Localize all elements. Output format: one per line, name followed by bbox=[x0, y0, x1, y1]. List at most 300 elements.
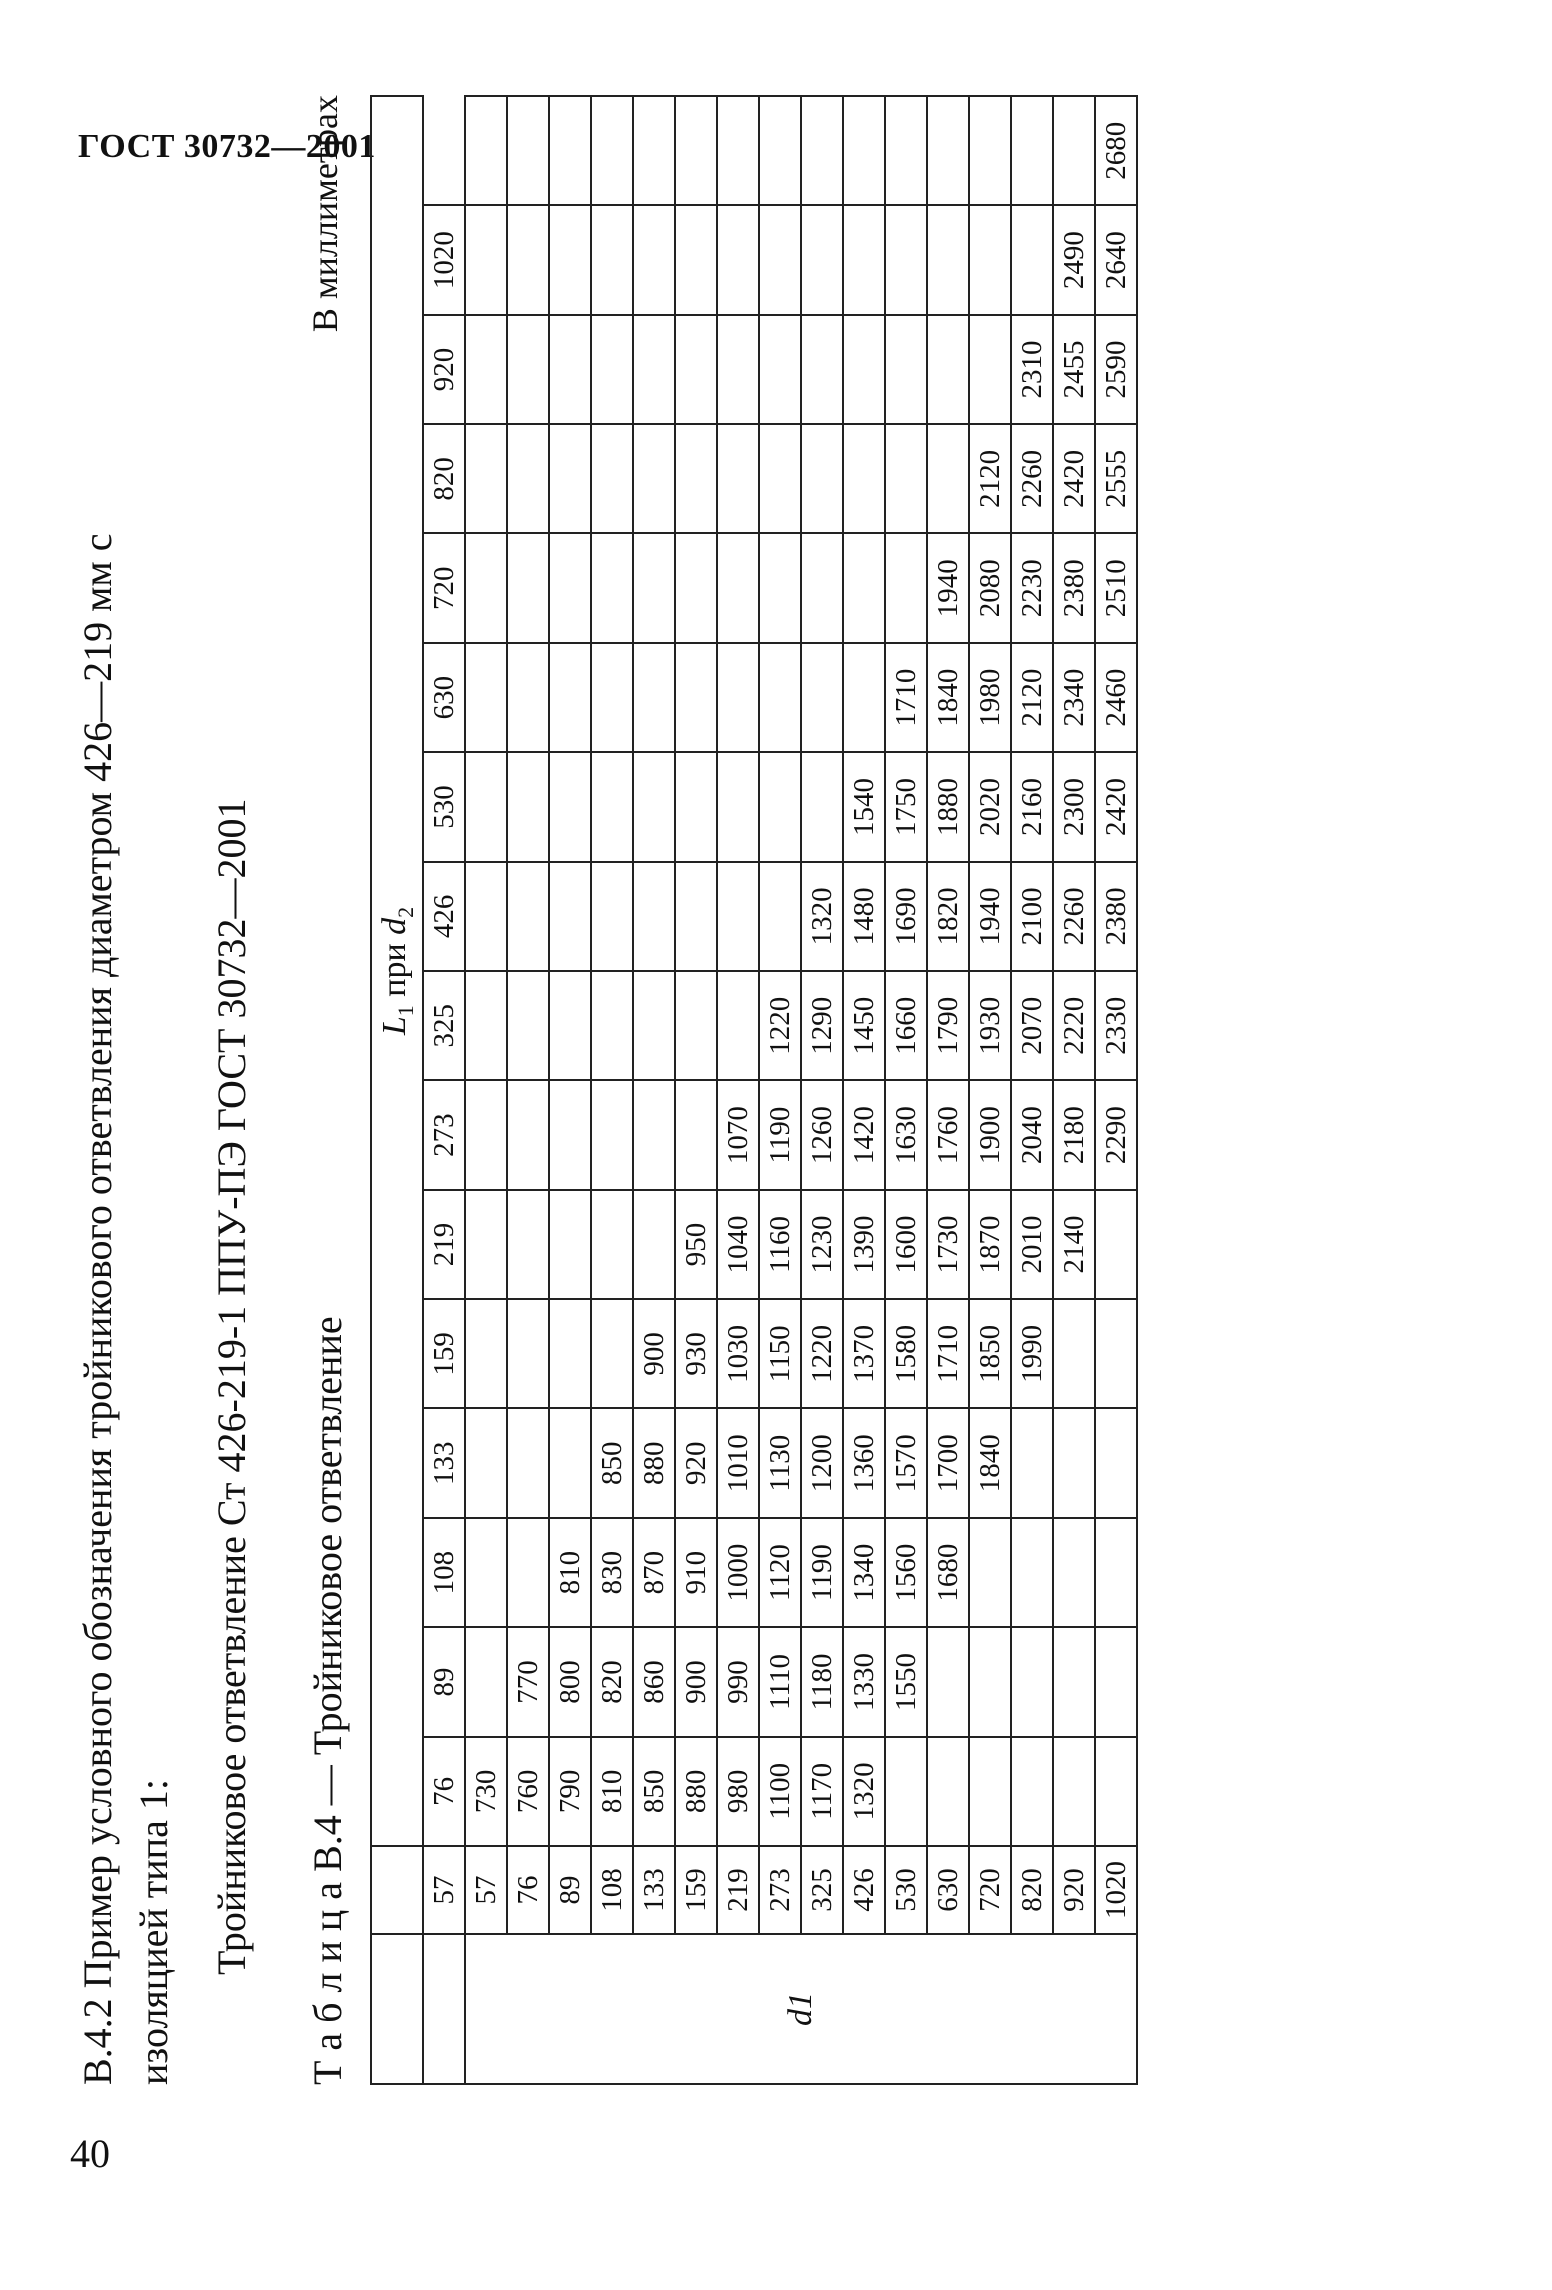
table-cell: 1370 bbox=[843, 1299, 885, 1408]
table-cell bbox=[717, 971, 759, 1080]
table-cell bbox=[591, 534, 633, 643]
table-cell bbox=[885, 315, 927, 424]
table-cell: 2040 bbox=[1011, 1080, 1053, 1189]
table-row bbox=[591, 96, 633, 2084]
table-cell bbox=[507, 862, 549, 971]
table-cell: 2100 bbox=[1011, 862, 1053, 971]
table-cell bbox=[465, 971, 507, 1080]
table-cell: 1340 bbox=[843, 1518, 885, 1627]
table-cell bbox=[465, 1627, 507, 1736]
table-cell bbox=[549, 1299, 591, 1408]
table-cell bbox=[507, 534, 549, 643]
table-cell bbox=[885, 534, 927, 643]
table-cell bbox=[507, 205, 549, 314]
table-cell: 1930 bbox=[969, 971, 1011, 1080]
table-cell: 950 bbox=[675, 1190, 717, 1299]
table-cell bbox=[1011, 205, 1053, 314]
table-cell bbox=[717, 534, 759, 643]
table-cell bbox=[507, 315, 549, 424]
table-cell: 1850 bbox=[969, 1299, 1011, 1408]
table-cell: 1990 bbox=[1011, 1299, 1053, 1408]
table-cell bbox=[549, 1190, 591, 1299]
table-row bbox=[507, 96, 549, 2084]
table-cell bbox=[507, 1080, 549, 1189]
table-cell bbox=[675, 971, 717, 1080]
column-header-d2: 820 bbox=[423, 424, 465, 533]
l1-symbol: L bbox=[375, 1016, 413, 1036]
table-cell bbox=[927, 205, 969, 314]
table-cell: 1170 bbox=[801, 1737, 843, 1846]
table-cell: 1330 bbox=[843, 1627, 885, 1736]
table-cell bbox=[1053, 1627, 1095, 1736]
table-cell: 850 bbox=[633, 1737, 675, 1846]
column-header-d2: 108 bbox=[423, 1518, 465, 1627]
table-cell bbox=[969, 315, 1011, 424]
row-header-d1: 1020 bbox=[1095, 1846, 1137, 1934]
table-cell bbox=[759, 862, 801, 971]
table-cell: 1160 bbox=[759, 1190, 801, 1299]
page-number: 40 bbox=[70, 2131, 110, 2176]
table-cell: 1840 bbox=[969, 1409, 1011, 1518]
table-cell bbox=[1095, 1190, 1137, 1299]
column-header-d2: 76 bbox=[423, 1737, 465, 1846]
table-cell bbox=[1011, 1518, 1053, 1627]
table-cell bbox=[759, 315, 801, 424]
table-cell bbox=[633, 1190, 675, 1299]
table-cell: 930 bbox=[675, 1299, 717, 1408]
table-cell: 2020 bbox=[969, 752, 1011, 861]
table-cell: 2680 bbox=[1095, 96, 1137, 205]
table-cell: 810 bbox=[591, 1737, 633, 1846]
table-cell bbox=[927, 1627, 969, 1736]
table-cell: 1710 bbox=[927, 1299, 969, 1408]
table-cell bbox=[675, 643, 717, 752]
table-cell bbox=[759, 96, 801, 205]
table-cell bbox=[675, 752, 717, 861]
table-cell: 2010 bbox=[1011, 1190, 1053, 1299]
table-cell bbox=[969, 1627, 1011, 1736]
table-row bbox=[717, 96, 759, 2084]
table-cell: 1540 bbox=[843, 752, 885, 861]
table-cell: 2330 bbox=[1095, 971, 1137, 1080]
table-cell bbox=[633, 96, 675, 205]
table-cell: 1030 bbox=[717, 1299, 759, 1408]
table-row bbox=[549, 96, 591, 2084]
table-cell bbox=[591, 862, 633, 971]
example-paragraph-line2: изоляцией типа 1: bbox=[131, 1779, 176, 2085]
table-cell bbox=[465, 752, 507, 861]
table-cell bbox=[507, 424, 549, 533]
table-cell: 2080 bbox=[969, 534, 1011, 643]
table-row bbox=[759, 96, 801, 2084]
table-cell bbox=[1095, 1627, 1137, 1736]
table-cell bbox=[507, 1518, 549, 1627]
table-cell bbox=[885, 424, 927, 533]
table-cell: 830 bbox=[591, 1518, 633, 1627]
table-cell bbox=[465, 534, 507, 643]
table-cell bbox=[633, 205, 675, 314]
table-cell: 900 bbox=[633, 1299, 675, 1408]
table-cell: 1710 bbox=[885, 643, 927, 752]
table-cell bbox=[591, 1080, 633, 1189]
table-row bbox=[1053, 96, 1095, 2084]
table-cell bbox=[633, 1080, 675, 1189]
table-cell bbox=[717, 205, 759, 314]
table-cell bbox=[1095, 1518, 1137, 1627]
table-cell: 870 bbox=[633, 1518, 675, 1627]
table-cell bbox=[1011, 1737, 1053, 1846]
table-cell bbox=[927, 1737, 969, 1846]
table-cell bbox=[591, 643, 633, 752]
table-cell bbox=[465, 96, 507, 205]
table-cell bbox=[507, 1299, 549, 1408]
table-cell bbox=[1011, 1627, 1053, 1736]
table-cell: 2160 bbox=[1011, 752, 1053, 861]
table-cell bbox=[1011, 1409, 1053, 1518]
table-caption: Т а б л и ц а В.4 — Тройниковое ответвление bbox=[305, 1316, 350, 2085]
table-cell: 1760 bbox=[927, 1080, 969, 1189]
table-cell: 1190 bbox=[801, 1518, 843, 1627]
column-header-d2: 920 bbox=[423, 315, 465, 424]
table-cell: 2455 bbox=[1053, 315, 1095, 424]
table-cell: 1790 bbox=[927, 971, 969, 1080]
table-cell bbox=[969, 1737, 1011, 1846]
table-cell bbox=[1053, 1737, 1095, 1846]
table-cell bbox=[843, 424, 885, 533]
table-cell bbox=[801, 205, 843, 314]
table-row bbox=[465, 96, 507, 2084]
table-cell: 1600 bbox=[885, 1190, 927, 1299]
table-cell bbox=[465, 1299, 507, 1408]
table-cell: 880 bbox=[633, 1409, 675, 1518]
table-cell: 1840 bbox=[927, 643, 969, 752]
table-cell: 1120 bbox=[759, 1518, 801, 1627]
table-cell: 1420 bbox=[843, 1080, 885, 1189]
table-cell bbox=[465, 424, 507, 533]
table-cell bbox=[465, 315, 507, 424]
table-cell bbox=[549, 315, 591, 424]
row-header-d1: 920 bbox=[1053, 1846, 1095, 1934]
table-cell: 730 bbox=[465, 1737, 507, 1846]
table-cell bbox=[717, 96, 759, 205]
table-cell bbox=[969, 1518, 1011, 1627]
table-cell bbox=[465, 1409, 507, 1518]
table-cell: 2070 bbox=[1011, 971, 1053, 1080]
table-cell: 2120 bbox=[969, 424, 1011, 533]
table-cell bbox=[465, 1518, 507, 1627]
table-cell bbox=[507, 1409, 549, 1518]
table-cell bbox=[1053, 1299, 1095, 1408]
table-cell bbox=[591, 96, 633, 205]
page-header-standard: ГОСТ 30732—2001 bbox=[78, 128, 376, 165]
table-cell: 790 bbox=[549, 1737, 591, 1846]
table-cell bbox=[927, 96, 969, 205]
table-cell: 1290 bbox=[801, 971, 843, 1080]
table-row bbox=[1011, 96, 1053, 2084]
row-header-spacer bbox=[371, 1846, 423, 1934]
table-row bbox=[885, 96, 927, 2084]
table-cell bbox=[675, 96, 717, 205]
table-cell: 900 bbox=[675, 1627, 717, 1736]
table-cell: 1360 bbox=[843, 1409, 885, 1518]
example-designation: Тройниковое ответвление Ст 426-219-1 ППУ-ПЭ ГОСТ 30732—2001 bbox=[209, 798, 254, 1975]
column-header-d2: 325 bbox=[423, 971, 465, 1080]
table-cell bbox=[717, 643, 759, 752]
table-cell: 2340 bbox=[1053, 643, 1095, 752]
table-cell bbox=[969, 96, 1011, 205]
table-cell: 2510 bbox=[1095, 534, 1137, 643]
table-cell: 2460 bbox=[1095, 643, 1137, 752]
table-cell bbox=[549, 96, 591, 205]
table-cell bbox=[633, 643, 675, 752]
table-cell bbox=[1095, 1409, 1137, 1518]
table-cell bbox=[465, 205, 507, 314]
column-header-d2: 426 bbox=[423, 862, 465, 971]
table-cell bbox=[549, 862, 591, 971]
table-cell bbox=[843, 643, 885, 752]
table-cell: 2380 bbox=[1053, 534, 1095, 643]
table-cell bbox=[549, 643, 591, 752]
table-cell: 1700 bbox=[927, 1409, 969, 1518]
table-row bbox=[675, 96, 717, 2084]
table-cell bbox=[549, 971, 591, 1080]
table-cell: 1040 bbox=[717, 1190, 759, 1299]
table-row bbox=[927, 96, 969, 2084]
table-cell: 1200 bbox=[801, 1409, 843, 1518]
table-cell bbox=[717, 315, 759, 424]
table-cell: 2640 bbox=[1095, 205, 1137, 314]
row-axis-label bbox=[371, 1934, 423, 2084]
table-cell: 980 bbox=[717, 1737, 759, 1846]
table-row bbox=[969, 96, 1011, 2084]
table-cell bbox=[465, 1080, 507, 1189]
row-header-d1: 325 bbox=[801, 1846, 843, 1934]
table-cell bbox=[801, 752, 843, 861]
table-cell: 1880 bbox=[927, 752, 969, 861]
table-cell bbox=[759, 534, 801, 643]
table-cell bbox=[633, 862, 675, 971]
tee-branch-table bbox=[370, 95, 1138, 2085]
row-header-d1: 108 bbox=[591, 1846, 633, 1934]
table-cell bbox=[465, 862, 507, 971]
table-cell bbox=[801, 424, 843, 533]
table-cell bbox=[591, 315, 633, 424]
table-cell: 2140 bbox=[1053, 1190, 1095, 1299]
table-cell: 2380 bbox=[1095, 862, 1137, 971]
table-cell: 2420 bbox=[1053, 424, 1095, 533]
rotated-content bbox=[68, 95, 1508, 2085]
table-cell bbox=[675, 424, 717, 533]
table-cell bbox=[1053, 96, 1095, 205]
table-cell: 1450 bbox=[843, 971, 885, 1080]
table-cell: 1940 bbox=[969, 862, 1011, 971]
table-cell: 2420 bbox=[1095, 752, 1137, 861]
table-cell bbox=[591, 424, 633, 533]
table-cell: 1680 bbox=[927, 1518, 969, 1627]
table-cell: 1550 bbox=[885, 1627, 927, 1736]
table-cell: 910 bbox=[675, 1518, 717, 1627]
table-cell: 1690 bbox=[885, 862, 927, 971]
table-cell bbox=[801, 96, 843, 205]
row-header-d1: 530 bbox=[885, 1846, 927, 1934]
table-cell: 1070 bbox=[717, 1080, 759, 1189]
table-cell bbox=[591, 971, 633, 1080]
table-cell bbox=[633, 534, 675, 643]
table-cell bbox=[843, 534, 885, 643]
d2-symbol: d bbox=[375, 917, 413, 935]
table-cell: 1980 bbox=[969, 643, 1011, 752]
table-cell bbox=[591, 1190, 633, 1299]
table-cell bbox=[885, 205, 927, 314]
table-cell bbox=[759, 205, 801, 314]
table-cell: 1320 bbox=[801, 862, 843, 971]
table-cell bbox=[801, 643, 843, 752]
row-header-d1: 133 bbox=[633, 1846, 675, 1934]
table-cell: 760 bbox=[507, 1737, 549, 1846]
table-cell: 1260 bbox=[801, 1080, 843, 1189]
column-header-d2: 159 bbox=[423, 1299, 465, 1408]
table-cell bbox=[1011, 96, 1053, 205]
table-cell bbox=[633, 315, 675, 424]
table-cell bbox=[1095, 1737, 1137, 1846]
table-cell bbox=[633, 424, 675, 533]
table-cell bbox=[675, 205, 717, 314]
table-cell: 1560 bbox=[885, 1518, 927, 1627]
table-cell bbox=[633, 971, 675, 1080]
table-cell bbox=[675, 534, 717, 643]
column-header-d2: 219 bbox=[423, 1190, 465, 1299]
row-header-d1: 159 bbox=[675, 1846, 717, 1934]
row-header-d1: 273 bbox=[759, 1846, 801, 1934]
table-cell bbox=[549, 424, 591, 533]
table-cell: 1000 bbox=[717, 1518, 759, 1627]
table-cell bbox=[591, 1299, 633, 1408]
table-cell: 2220 bbox=[1053, 971, 1095, 1080]
table-cell: 1630 bbox=[885, 1080, 927, 1189]
table-cell: 1100 bbox=[759, 1737, 801, 1846]
table-cell bbox=[591, 752, 633, 861]
table-cell: 820 bbox=[591, 1627, 633, 1736]
table-row bbox=[801, 96, 843, 2084]
table-cell bbox=[507, 752, 549, 861]
column-header-d2: 530 bbox=[423, 752, 465, 861]
table-cell bbox=[759, 752, 801, 861]
table-cell: 2120 bbox=[1011, 643, 1053, 752]
table-cell bbox=[843, 96, 885, 205]
column-header-d2: 273 bbox=[423, 1080, 465, 1189]
column-header-d2: 89 bbox=[423, 1627, 465, 1736]
table-cell bbox=[675, 1080, 717, 1189]
table-cell bbox=[759, 424, 801, 533]
row-header-d1: 89 bbox=[549, 1846, 591, 1934]
table-cell: 800 bbox=[549, 1627, 591, 1736]
table-row bbox=[843, 96, 885, 2084]
table-cell: 920 bbox=[675, 1409, 717, 1518]
row-header-d1: 76 bbox=[507, 1846, 549, 1934]
table-header-row-2 bbox=[423, 96, 465, 2084]
table-cell: 1940 bbox=[927, 534, 969, 643]
table-cell bbox=[549, 534, 591, 643]
table-cell: 810 bbox=[549, 1518, 591, 1627]
table-cell: 770 bbox=[507, 1627, 549, 1736]
table-cell bbox=[549, 1080, 591, 1189]
l1-subscript: 1 bbox=[392, 1005, 418, 1017]
table-cell: 1010 bbox=[717, 1409, 759, 1518]
table-cell bbox=[1053, 1409, 1095, 1518]
table-cell: 1570 bbox=[885, 1409, 927, 1518]
row-header-d1: 426 bbox=[843, 1846, 885, 1934]
column-header-d2: 630 bbox=[423, 643, 465, 752]
table-cell: 1220 bbox=[759, 971, 801, 1080]
l1-preposition: при bbox=[375, 934, 413, 1006]
table-cell: 1230 bbox=[801, 1190, 843, 1299]
table-cell bbox=[885, 96, 927, 205]
table-header-row-1 bbox=[371, 96, 423, 2084]
table-cell: 1730 bbox=[927, 1190, 969, 1299]
table-cell: 2555 bbox=[1095, 424, 1137, 533]
row-header-d1: 630 bbox=[927, 1846, 969, 1934]
row-header-corner bbox=[423, 1934, 465, 2084]
table-cell bbox=[507, 96, 549, 205]
table-cell bbox=[717, 424, 759, 533]
table-cell: 2590 bbox=[1095, 315, 1137, 424]
column-axis-label bbox=[371, 96, 423, 1846]
table-cell: 1150 bbox=[759, 1299, 801, 1408]
column-header-d2: 133 bbox=[423, 1409, 465, 1518]
column-header-d2: 57 bbox=[423, 1846, 465, 1934]
table-cell bbox=[843, 315, 885, 424]
table-cell: 2290 bbox=[1095, 1080, 1137, 1189]
table-cell bbox=[633, 752, 675, 861]
table-cell: 1900 bbox=[969, 1080, 1011, 1189]
table-cell bbox=[927, 424, 969, 533]
d2-subscript: 2 bbox=[392, 906, 418, 918]
table-cell: 1870 bbox=[969, 1190, 1011, 1299]
table-cell: 1660 bbox=[885, 971, 927, 1080]
table-cell: 990 bbox=[717, 1627, 759, 1736]
table-cell bbox=[717, 752, 759, 861]
table-cell bbox=[927, 315, 969, 424]
table-cell: 880 bbox=[675, 1737, 717, 1846]
table-cell: 1320 bbox=[843, 1737, 885, 1846]
table-cell bbox=[549, 752, 591, 861]
table-cell bbox=[549, 1409, 591, 1518]
table-row bbox=[1095, 96, 1137, 2084]
table-cell bbox=[717, 862, 759, 971]
table-cell bbox=[1053, 1518, 1095, 1627]
table-cell: 1190 bbox=[759, 1080, 801, 1189]
table-units: В миллиметрах bbox=[305, 95, 345, 333]
table-cell: 1480 bbox=[843, 862, 885, 971]
table-cell bbox=[843, 205, 885, 314]
row-axis-label-cell: d1 bbox=[465, 1934, 1137, 2084]
row-header-d1: 219 bbox=[717, 1846, 759, 1934]
table-cell bbox=[801, 315, 843, 424]
table-cell: 1130 bbox=[759, 1409, 801, 1518]
table-cell bbox=[507, 971, 549, 1080]
table-cell bbox=[801, 534, 843, 643]
table-cell bbox=[1095, 1299, 1137, 1408]
table-cell: 2180 bbox=[1053, 1080, 1095, 1189]
table-cell: 850 bbox=[591, 1409, 633, 1518]
table-cell: 1220 bbox=[801, 1299, 843, 1408]
example-paragraph-line1: В.4.2 Пример условного обозначения тройникового ответвления диаметром 426—219 мм с bbox=[75, 533, 120, 2085]
table-cell bbox=[969, 205, 1011, 314]
table-cell: 860 bbox=[633, 1627, 675, 1736]
table-cell bbox=[507, 1190, 549, 1299]
table-cell bbox=[675, 862, 717, 971]
row-header-d1: 720 bbox=[969, 1846, 1011, 1934]
